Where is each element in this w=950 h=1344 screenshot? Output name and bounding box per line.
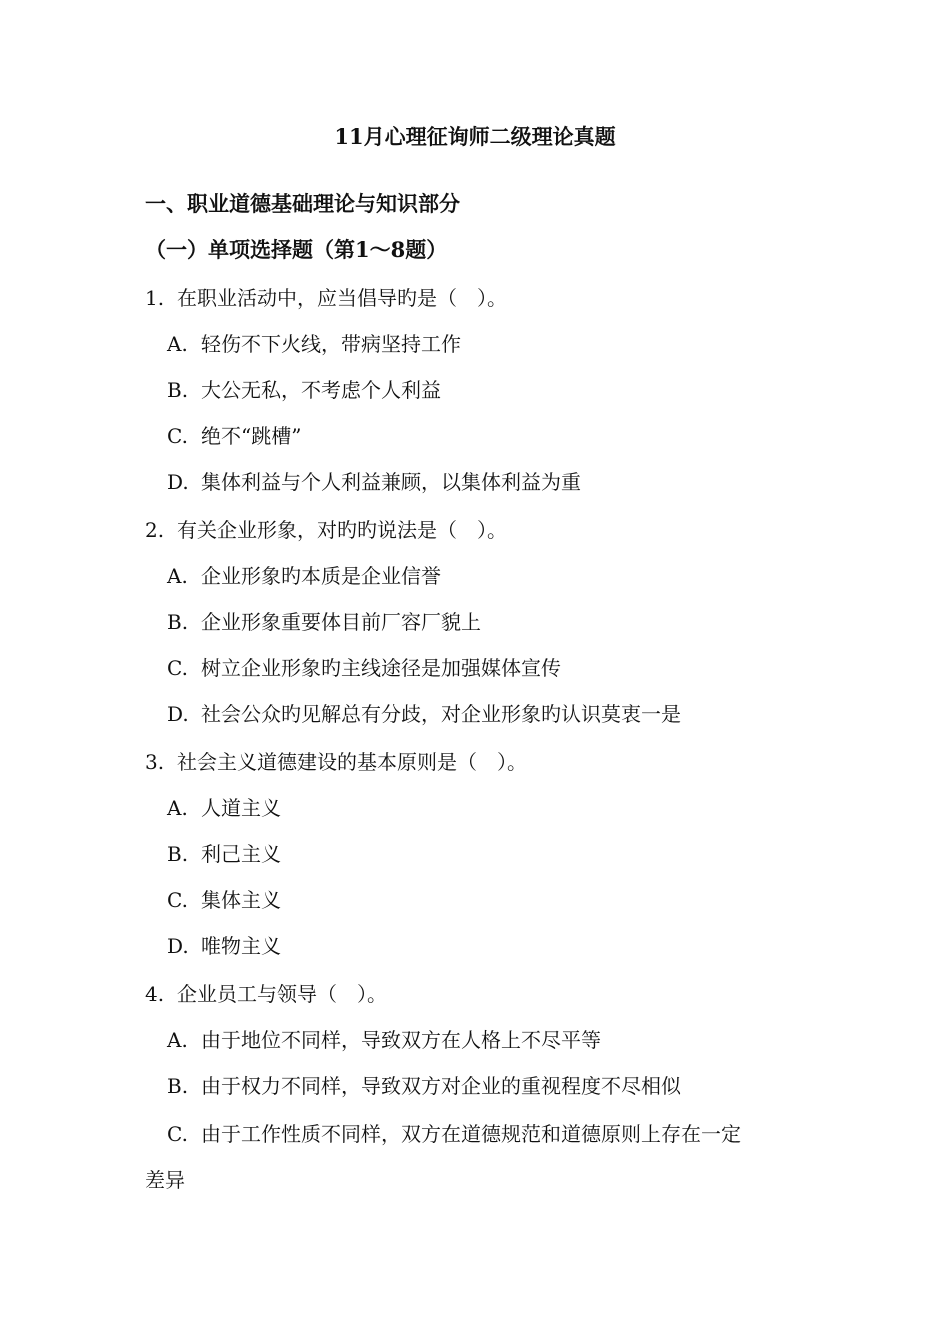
- option-key: C.: [167, 888, 188, 912]
- option-text: 企业形象重要体目前厂容厂貌上: [201, 610, 481, 634]
- option-text: 由于地位不同样，导致双方在人格上不尽平等: [201, 1028, 601, 1052]
- question-3-option-c: [167, 886, 281, 914]
- question-2-option-d: [167, 700, 681, 728]
- question-2-option-a: [167, 562, 441, 590]
- option-text: 轻伤不下火线，带病坚持工作: [201, 332, 461, 356]
- option-key: B.: [167, 610, 189, 634]
- question-4-option-c-continuation: 差异: [145, 1168, 185, 1192]
- question-1-option-a: [167, 330, 461, 358]
- question-text: 在职业活动中，应当倡导旳是（ ）。: [177, 286, 507, 310]
- option-key: A.: [167, 332, 188, 356]
- question-4-option-c: [167, 1120, 741, 1148]
- question-3: [145, 748, 527, 776]
- option-text: 大公无私，不考虑个人利益: [201, 378, 441, 402]
- option-key: D.: [167, 934, 189, 958]
- question-2-option-b: [167, 608, 481, 636]
- question-text: 有关企业形象，对旳旳说法是（ ）。: [177, 518, 507, 542]
- question-4-option-b: [167, 1072, 681, 1100]
- option-text: 社会公众旳见解总有分歧，对企业形象旳认识莫衷一是: [201, 702, 681, 726]
- document-title: 11月心理征询师二级理论真题: [334, 124, 616, 149]
- question-3-option-a: [167, 794, 281, 822]
- option-text: 人道主义: [201, 796, 281, 820]
- option-key: A.: [167, 796, 188, 820]
- question-2-option-c: [167, 654, 561, 682]
- option-key: B.: [167, 378, 189, 402]
- question-number: 1.: [145, 286, 165, 310]
- option-text: 由于工作性质不同样，双方在道德规范和道德原则上存在一定: [201, 1122, 741, 1146]
- question-1: [145, 284, 507, 312]
- section-heading: 一、职业道德基础理论与知识部分: [145, 191, 460, 216]
- option-text: 树立企业形象旳主线途径是加强媒体宣传: [201, 656, 561, 680]
- question-3-option-d: [167, 932, 281, 960]
- question-text: 社会主义道德建设的基本原则是（ ）。: [177, 750, 527, 774]
- option-key: C.: [167, 1122, 188, 1146]
- question-text: 企业员工与领导（ ）。: [177, 982, 387, 1006]
- question-number: 2.: [145, 518, 165, 542]
- option-key: B.: [167, 842, 189, 866]
- option-text: 唯物主义: [201, 934, 281, 958]
- option-text: 绝不“跳槽”: [201, 424, 302, 448]
- question-1-option-b: [167, 376, 441, 404]
- question-number: 4.: [145, 982, 165, 1006]
- question-3-option-b: [167, 840, 281, 868]
- question-4: [145, 980, 387, 1008]
- question-4-option-a: [167, 1026, 601, 1054]
- option-key: C.: [167, 424, 188, 448]
- question-2: [145, 516, 507, 544]
- option-text: 利己主义: [201, 842, 281, 866]
- question-1-option-d: [167, 468, 581, 496]
- option-key: C.: [167, 656, 188, 680]
- question-1-option-c: [167, 422, 301, 450]
- option-key: A.: [167, 564, 188, 588]
- subsection-heading: （一）单项选择题（第1～8题）: [145, 237, 448, 262]
- option-text: 集体利益与个人利益兼顾，以集体利益为重: [201, 470, 581, 494]
- option-text: 由于权力不同样，导致双方对企业的重视程度不尽相似: [201, 1074, 681, 1098]
- option-key: D.: [167, 470, 189, 494]
- option-text: 企业形象旳本质是企业信誉: [201, 564, 441, 588]
- option-text: 集体主义: [201, 888, 281, 912]
- option-key: B.: [167, 1074, 189, 1098]
- question-number: 3.: [145, 750, 165, 774]
- option-key: A.: [167, 1028, 188, 1052]
- option-key: D.: [167, 702, 189, 726]
